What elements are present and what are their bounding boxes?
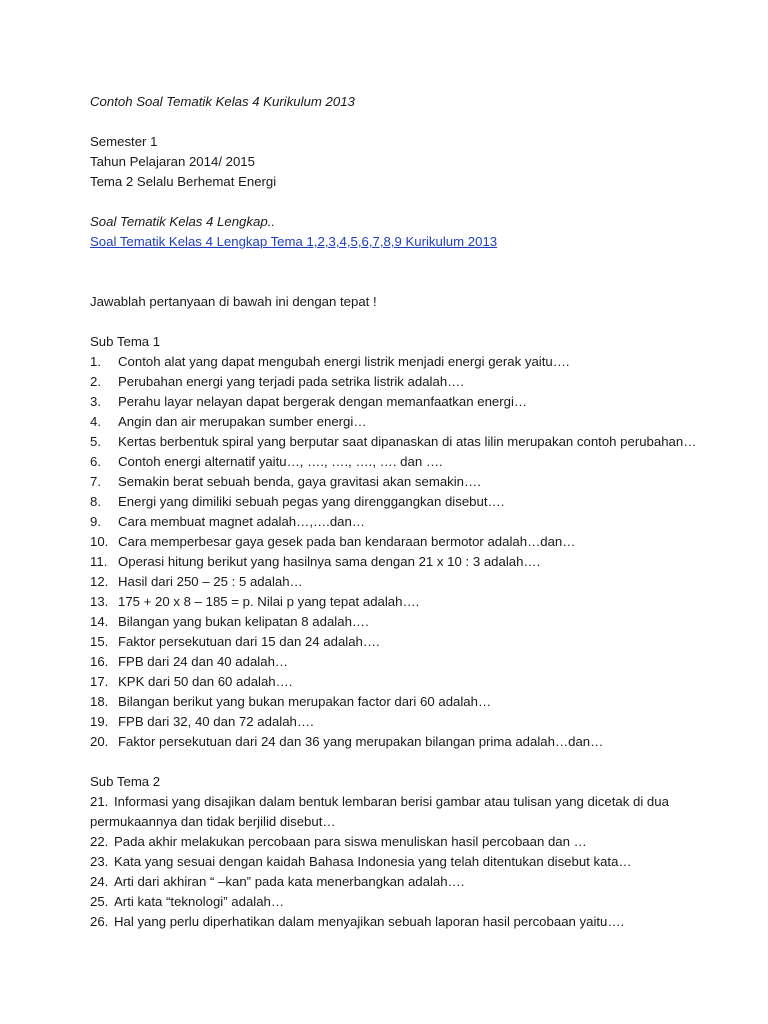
question-text: Kata yang sesuai dengan kaidah Bahasa Indonesia yang telah ditentukan disebut kata… [114,854,632,869]
question-number: 24. [90,874,109,889]
question-text: Informasi yang disajikan dalam bentuk lembaran berisi gambar atau tulisan yang dicetak di dua [114,794,669,809]
question-item [90,912,728,932]
question-item [90,872,728,892]
question-text: FPB dari 24 dan 40 adalah… [118,654,289,669]
question-item [90,612,728,632]
question-text: Arti kata “teknologi” adalah… [114,894,285,909]
question-number: 15. [90,634,109,649]
question-number: 19. [90,714,109,729]
question-number: 5. [90,434,101,449]
subtheme-1-question-list [90,352,728,752]
question-item [90,412,728,432]
question-item [90,632,728,652]
question-number: 16. [90,654,109,669]
question-item [90,532,728,552]
question-text: Kertas berbentuk spiral yang berputar saat dipanaskan di atas lilin merupakan contoh perubahan… [118,434,697,449]
question-text: Hasil dari 250 – 25 : 5 adalah… [118,574,303,589]
school-year-label: Tahun Pelajaran 2014/ 2015 [90,154,255,169]
subtheme-2-heading: Sub Tema 2 [90,774,161,789]
subtheme-2-question-list [90,832,728,932]
question-number: 6. [90,454,101,469]
question-text: Angin dan air merupakan sumber energi… [118,414,367,429]
question-item [90,372,728,392]
question-text: Semakin berat sebuah benda, gaya gravitasi akan semakin…. [118,474,481,489]
question-number: 25. [90,894,109,909]
question-number: 10. [90,534,109,549]
question-item [90,712,728,732]
question-text: Operasi hitung berikut yang hasilnya sama dengan 21 x 10 : 3 adalah…. [118,554,541,569]
question-text: Perubahan energi yang terjadi pada setrika listrik adalah…. [118,374,465,389]
question-number: 9. [90,514,101,529]
question-number: 23. [90,854,109,869]
theme-label: Tema 2 Selalu Berhemat Energi [90,174,277,189]
question-text: Contoh alat yang dapat mengubah energi listrik menjadi energi gerak yaitu…. [118,354,570,369]
question-text: Hal yang perlu diperhatikan dalam menyajikan sebuah laporan hasil percobaan yaitu…. [114,914,625,929]
question-item [90,452,728,472]
semester-label: Semester 1 [90,134,158,149]
question-item [90,432,728,452]
question-text: 175 + 20 x 8 – 185 = p. Nilai p yang tepat adalah…. [118,594,420,609]
intro-text: Soal Tematik Kelas 4 Lengkap.. [90,214,275,229]
question-item [90,472,728,492]
question-item [90,352,728,372]
question-item [90,552,728,572]
question-text-continuation: permukaannya dan tidak berjilid disebut… [90,814,336,829]
question-number: 11. [90,554,108,569]
question-number: 3. [90,394,101,409]
question-text: Contoh energi alternatif yaitu…, …., …., …., …. dan …. [118,454,443,469]
question-item [90,692,728,712]
question-item [90,592,728,612]
question-number: 8. [90,494,101,509]
question-item [90,652,728,672]
question-item [90,832,728,852]
question-item [90,572,728,592]
question-text: KPK dari 50 dan 60 adalah…. [118,674,293,689]
question-text: Bilangan yang bukan kelipatan 8 adalah…. [118,614,369,629]
question-item [90,892,728,912]
subtheme-1-heading: Sub Tema 1 [90,334,161,349]
question-text: Energi yang dimiliki sebuah pegas yang direnggangkan disebut…. [118,494,505,509]
question-item [90,512,728,532]
question-text: Cara membuat magnet adalah…,….dan… [118,514,366,529]
question-text: FPB dari 32, 40 dan 72 adalah…. [118,714,314,729]
question-number: 14. [90,614,109,629]
question-item [90,672,728,692]
question-text: Bilangan berikut yang bukan merupakan factor dari 60 adalah… [118,694,492,709]
question-number: 22. [90,834,109,849]
question-item [90,492,728,512]
instruction-text: Jawablah pertanyaan di bawah ini dengan tepat ! [90,294,377,309]
question-number: 17. [90,674,109,689]
question-number: 12. [90,574,109,589]
question-number: 1. [90,354,101,369]
question-number: 18. [90,694,109,709]
question-number: 20. [90,734,109,749]
document-title: Contoh Soal Tematik Kelas 4 Kurikulum 2013 [90,94,355,109]
question-item [90,392,728,412]
question-number: 26. [90,914,109,929]
question-number: 13. [90,594,109,609]
question-item [90,852,728,872]
question-number: 21. [90,794,109,809]
question-text: Faktor persekutuan dari 15 dan 24 adalah…. [118,634,380,649]
question-text: Arti dari akhiran “ –kan” pada kata menerbangkan adalah…. [114,874,465,889]
question-text: Cara memperbesar gaya gesek pada ban kendaraan bermotor adalah…dan… [118,534,576,549]
question-number: 2. [90,374,101,389]
question-text: Perahu layar nelayan dapat bergerak dengan memanfaatkan energi… [118,394,528,409]
question-text: Faktor persekutuan dari 24 dan 36 yang merupakan bilangan prima adalah…dan… [118,734,604,749]
question-item [90,732,728,752]
question-item [90,792,728,812]
full-questions-link[interactable]: Soal Tematik Kelas 4 Lengkap Tema 1,2,3,4,5,6,7,8,9 Kurikulum 2013 [90,234,498,249]
question-text: Pada akhir melakukan percobaan para siswa menuliskan hasil percobaan dan … [114,834,587,849]
question-number: 4. [90,414,101,429]
question-number: 7. [90,474,101,489]
